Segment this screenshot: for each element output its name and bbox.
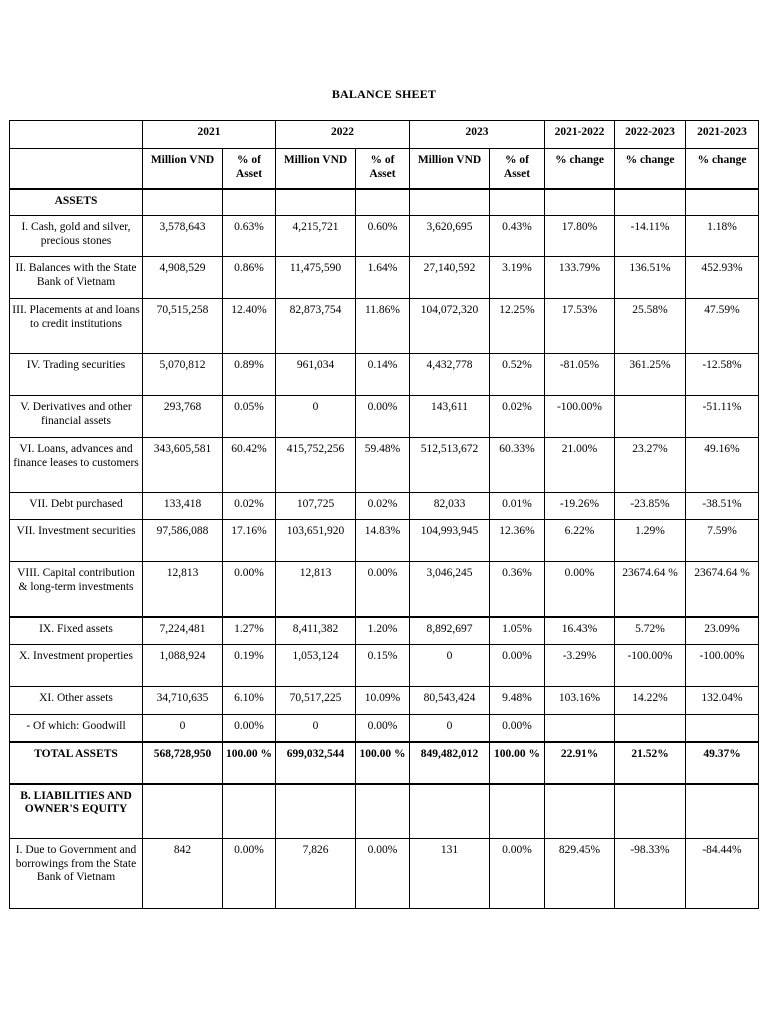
pct-2021: 0.05% — [223, 396, 276, 438]
pct-2023: 12.36% — [490, 520, 545, 562]
empty-cell — [545, 784, 615, 839]
pct-2023: 0.01% — [490, 493, 545, 520]
value-2021: 568,728,950 — [143, 742, 223, 784]
change-2022-2023: 136.51% — [615, 257, 686, 299]
empty-cell — [410, 784, 490, 839]
pct-2021: 60.42% — [223, 438, 276, 493]
value-2021: 70,515,258 — [143, 299, 223, 354]
row-label: V. Derivatives and other financial assets — [10, 396, 143, 438]
pct-2022: 100.00 % — [356, 742, 410, 784]
change-2021-2022: 16.43% — [545, 617, 615, 645]
unit-header: % of Asset — [490, 149, 545, 189]
row-label: II. Balances with the State Bank of Vietnam — [10, 257, 143, 299]
table-row — [10, 645, 759, 687]
value-2021: 133,418 — [143, 493, 223, 520]
change-2021-2022: 6.22% — [545, 520, 615, 562]
change-2021-2022: -3.29% — [545, 645, 615, 687]
pct-2022: 0.02% — [356, 493, 410, 520]
unit-header: % change — [686, 149, 759, 189]
change-2021-2022: 17.80% — [545, 216, 615, 257]
change-2021-2023: -12.58% — [686, 354, 759, 396]
value-2023: 849,482,012 — [410, 742, 490, 784]
change-period-header: 2021-2022 — [545, 121, 615, 149]
unit-header: Million VND — [276, 149, 356, 189]
value-2023: 82,033 — [410, 493, 490, 520]
value-2022: 82,873,754 — [276, 299, 356, 354]
change-2021-2023: -100.00% — [686, 645, 759, 687]
value-2022: 0 — [276, 396, 356, 438]
page-title: BALANCE SHEET — [331, 87, 437, 101]
empty-cell — [686, 784, 759, 839]
value-2022: 1,053,124 — [276, 645, 356, 687]
change-2021-2023: 49.37% — [686, 742, 759, 784]
change-period-header: 2022-2023 — [615, 121, 686, 149]
row-label: - Of which: Goodwill — [10, 715, 143, 742]
pct-2021: 100.00 % — [223, 742, 276, 784]
value-2022: 7,826 — [276, 839, 356, 909]
pct-2023: 60.33% — [490, 438, 545, 493]
value-2022: 103,651,920 — [276, 520, 356, 562]
value-2022: 70,517,225 — [276, 687, 356, 715]
pct-2021: 0.02% — [223, 493, 276, 520]
row-label: III. Placements at and loans to credit institutions — [10, 299, 143, 354]
unit-header: % of Asset — [223, 149, 276, 189]
change-2021-2022: 22.91% — [545, 742, 615, 784]
empty-cell — [143, 784, 223, 839]
assets-section-row — [10, 189, 759, 216]
change-2021-2023: 132.04% — [686, 687, 759, 715]
row-label: X. Investment properties — [10, 645, 143, 687]
row-label: TOTAL ASSETS — [10, 742, 143, 784]
value-2022: 415,752,256 — [276, 438, 356, 493]
value-2022: 4,215,721 — [276, 216, 356, 257]
empty-cell — [223, 784, 276, 839]
pct-2022: 59.48% — [356, 438, 410, 493]
empty-cell — [490, 784, 545, 839]
row-label: I. Cash, gold and silver, precious stones — [10, 216, 143, 257]
pct-2022: 11.86% — [356, 299, 410, 354]
table-row — [10, 839, 759, 909]
pct-2022: 1.64% — [356, 257, 410, 299]
table-row — [10, 617, 759, 645]
pct-2022: 10.09% — [356, 687, 410, 715]
change-2022-2023: 23.27% — [615, 438, 686, 493]
change-2022-2023: 25.58% — [615, 299, 686, 354]
value-2023: 104,993,945 — [410, 520, 490, 562]
change-2021-2022: -19.26% — [545, 493, 615, 520]
pct-2021: 17.16% — [223, 520, 276, 562]
value-2021: 842 — [143, 839, 223, 909]
change-2021-2022 — [545, 715, 615, 742]
change-period-header: 2021-2023 — [686, 121, 759, 149]
value-2023: 0 — [410, 645, 490, 687]
change-2021-2023: 47.59% — [686, 299, 759, 354]
value-2021: 34,710,635 — [143, 687, 223, 715]
change-2022-2023: 5.72% — [615, 617, 686, 645]
value-2022: 961,034 — [276, 354, 356, 396]
value-2023: 4,432,778 — [410, 354, 490, 396]
row-label: VII. Investment securities — [10, 520, 143, 562]
pct-2023: 1.05% — [490, 617, 545, 645]
pct-2021: 0.00% — [223, 839, 276, 909]
change-2021-2022: -100.00% — [545, 396, 615, 438]
year-header: 2021 — [143, 121, 276, 149]
change-2021-2022: 133.79% — [545, 257, 615, 299]
change-2021-2022: 103.16% — [545, 687, 615, 715]
value-2022: 0 — [276, 715, 356, 742]
table-row — [10, 299, 759, 354]
value-2021: 1,088,924 — [143, 645, 223, 687]
pct-2022: 0.00% — [356, 562, 410, 617]
header-corner — [10, 121, 143, 149]
pct-2023: 3.19% — [490, 257, 545, 299]
change-2021-2023: -84.44% — [686, 839, 759, 909]
pct-2021: 0.89% — [223, 354, 276, 396]
value-2021: 7,224,481 — [143, 617, 223, 645]
change-2021-2023: 7.59% — [686, 520, 759, 562]
change-2021-2023: 23.09% — [686, 617, 759, 645]
change-2021-2023: -51.11% — [686, 396, 759, 438]
header-blank — [10, 149, 143, 189]
table-row — [10, 438, 759, 493]
unit-header: % of Asset — [356, 149, 410, 189]
pct-2022: 0.00% — [356, 715, 410, 742]
unit-header-row — [10, 149, 759, 189]
pct-2021: 0.63% — [223, 216, 276, 257]
pct-2022: 14.83% — [356, 520, 410, 562]
pct-2023: 0.36% — [490, 562, 545, 617]
pct-2022: 0.14% — [356, 354, 410, 396]
table-row — [10, 520, 759, 562]
pct-2022: 0.60% — [356, 216, 410, 257]
row-label: I. Due to Government and borrowings from the State Bank of Vietnam — [10, 839, 143, 909]
pct-2021: 1.27% — [223, 617, 276, 645]
value-2021: 97,586,088 — [143, 520, 223, 562]
change-2022-2023: -100.00% — [615, 645, 686, 687]
change-2022-2023: 14.22% — [615, 687, 686, 715]
section-label: ASSETS — [10, 189, 143, 216]
change-2021-2023: 1.18% — [686, 216, 759, 257]
value-2022: 12,813 — [276, 562, 356, 617]
change-2022-2023: 21.52% — [615, 742, 686, 784]
table-row — [10, 562, 759, 617]
value-2023: 27,140,592 — [410, 257, 490, 299]
year-header: 2022 — [276, 121, 410, 149]
pct-2023: 0.00% — [490, 839, 545, 909]
change-2022-2023: 1.29% — [615, 520, 686, 562]
change-2021-2022: 21.00% — [545, 438, 615, 493]
table-row — [10, 216, 759, 257]
total-assets-row — [10, 742, 759, 784]
value-2023: 8,892,697 — [410, 617, 490, 645]
value-2022: 11,475,590 — [276, 257, 356, 299]
pct-2021: 0.00% — [223, 715, 276, 742]
pct-2021: 0.00% — [223, 562, 276, 617]
change-2022-2023 — [615, 715, 686, 742]
value-2023: 80,543,424 — [410, 687, 490, 715]
pct-2021: 6.10% — [223, 687, 276, 715]
value-2021: 12,813 — [143, 562, 223, 617]
year-header-row — [10, 121, 759, 149]
value-2023: 512,513,672 — [410, 438, 490, 493]
value-2023: 131 — [410, 839, 490, 909]
pct-2023: 0.43% — [490, 216, 545, 257]
change-2022-2023: -98.33% — [615, 839, 686, 909]
balance-sheet-table — [9, 120, 759, 909]
pct-2023: 12.25% — [490, 299, 545, 354]
value-2022: 107,725 — [276, 493, 356, 520]
change-2022-2023: 361.25% — [615, 354, 686, 396]
value-2021: 4,908,529 — [143, 257, 223, 299]
change-2022-2023: -14.11% — [615, 216, 686, 257]
unit-header: Million VND — [410, 149, 490, 189]
value-2023: 143,611 — [410, 396, 490, 438]
change-2022-2023 — [615, 396, 686, 438]
value-2021: 5,070,812 — [143, 354, 223, 396]
value-2022: 699,032,544 — [276, 742, 356, 784]
change-2021-2023 — [686, 715, 759, 742]
change-2022-2023: 23674.64 % — [615, 562, 686, 617]
row-label: XI. Other assets — [10, 687, 143, 715]
pct-2021: 0.86% — [223, 257, 276, 299]
change-2021-2023: -38.51% — [686, 493, 759, 520]
pct-2022: 0.00% — [356, 396, 410, 438]
liabilities-section-row — [10, 784, 759, 839]
row-label: IX. Fixed assets — [10, 617, 143, 645]
pct-2023: 0.52% — [490, 354, 545, 396]
pct-2022: 0.00% — [356, 839, 410, 909]
change-2021-2022: 829.45% — [545, 839, 615, 909]
change-2021-2023: 49.16% — [686, 438, 759, 493]
unit-header: % change — [615, 149, 686, 189]
empty-cell — [276, 784, 356, 839]
value-2023: 0 — [410, 715, 490, 742]
pct-2023: 0.00% — [490, 645, 545, 687]
pct-2023: 0.00% — [490, 715, 545, 742]
table-row — [10, 493, 759, 520]
table-row — [10, 354, 759, 396]
row-label: IV. Trading securities — [10, 354, 143, 396]
pct-2023: 100.00 % — [490, 742, 545, 784]
pct-2022: 0.15% — [356, 645, 410, 687]
row-label: VI. Loans, advances and finance leases to customers — [10, 438, 143, 493]
empty-cell — [356, 784, 410, 839]
change-2022-2023: -23.85% — [615, 493, 686, 520]
change-2021-2023: 23674.64 % — [686, 562, 759, 617]
change-2021-2022: -81.05% — [545, 354, 615, 396]
pct-2023: 0.02% — [490, 396, 545, 438]
unit-header: % change — [545, 149, 615, 189]
pct-2023: 9.48% — [490, 687, 545, 715]
section-label: B. LIABILITIES AND OWNER'S EQUITY — [10, 784, 143, 839]
pct-2021: 12.40% — [223, 299, 276, 354]
value-2023: 3,620,695 — [410, 216, 490, 257]
table-row — [10, 687, 759, 715]
value-2021: 0 — [143, 715, 223, 742]
value-2021: 3,578,643 — [143, 216, 223, 257]
row-label: VIII. Capital contribution & long-term investments — [10, 562, 143, 617]
value-2021: 343,605,581 — [143, 438, 223, 493]
year-header: 2023 — [410, 121, 545, 149]
value-2021: 293,768 — [143, 396, 223, 438]
change-2021-2022: 17.53% — [545, 299, 615, 354]
pct-2021: 0.19% — [223, 645, 276, 687]
table-row — [10, 257, 759, 299]
value-2023: 3,046,245 — [410, 562, 490, 617]
value-2022: 8,411,382 — [276, 617, 356, 645]
table-row — [10, 396, 759, 438]
value-2023: 104,072,320 — [410, 299, 490, 354]
row-label: VII. Debt purchased — [10, 493, 143, 520]
pct-2022: 1.20% — [356, 617, 410, 645]
change-2021-2023: 452.93% — [686, 257, 759, 299]
empty-cell — [615, 784, 686, 839]
table-row — [10, 715, 759, 742]
change-2021-2022: 0.00% — [545, 562, 615, 617]
unit-header: Million VND — [143, 149, 223, 189]
